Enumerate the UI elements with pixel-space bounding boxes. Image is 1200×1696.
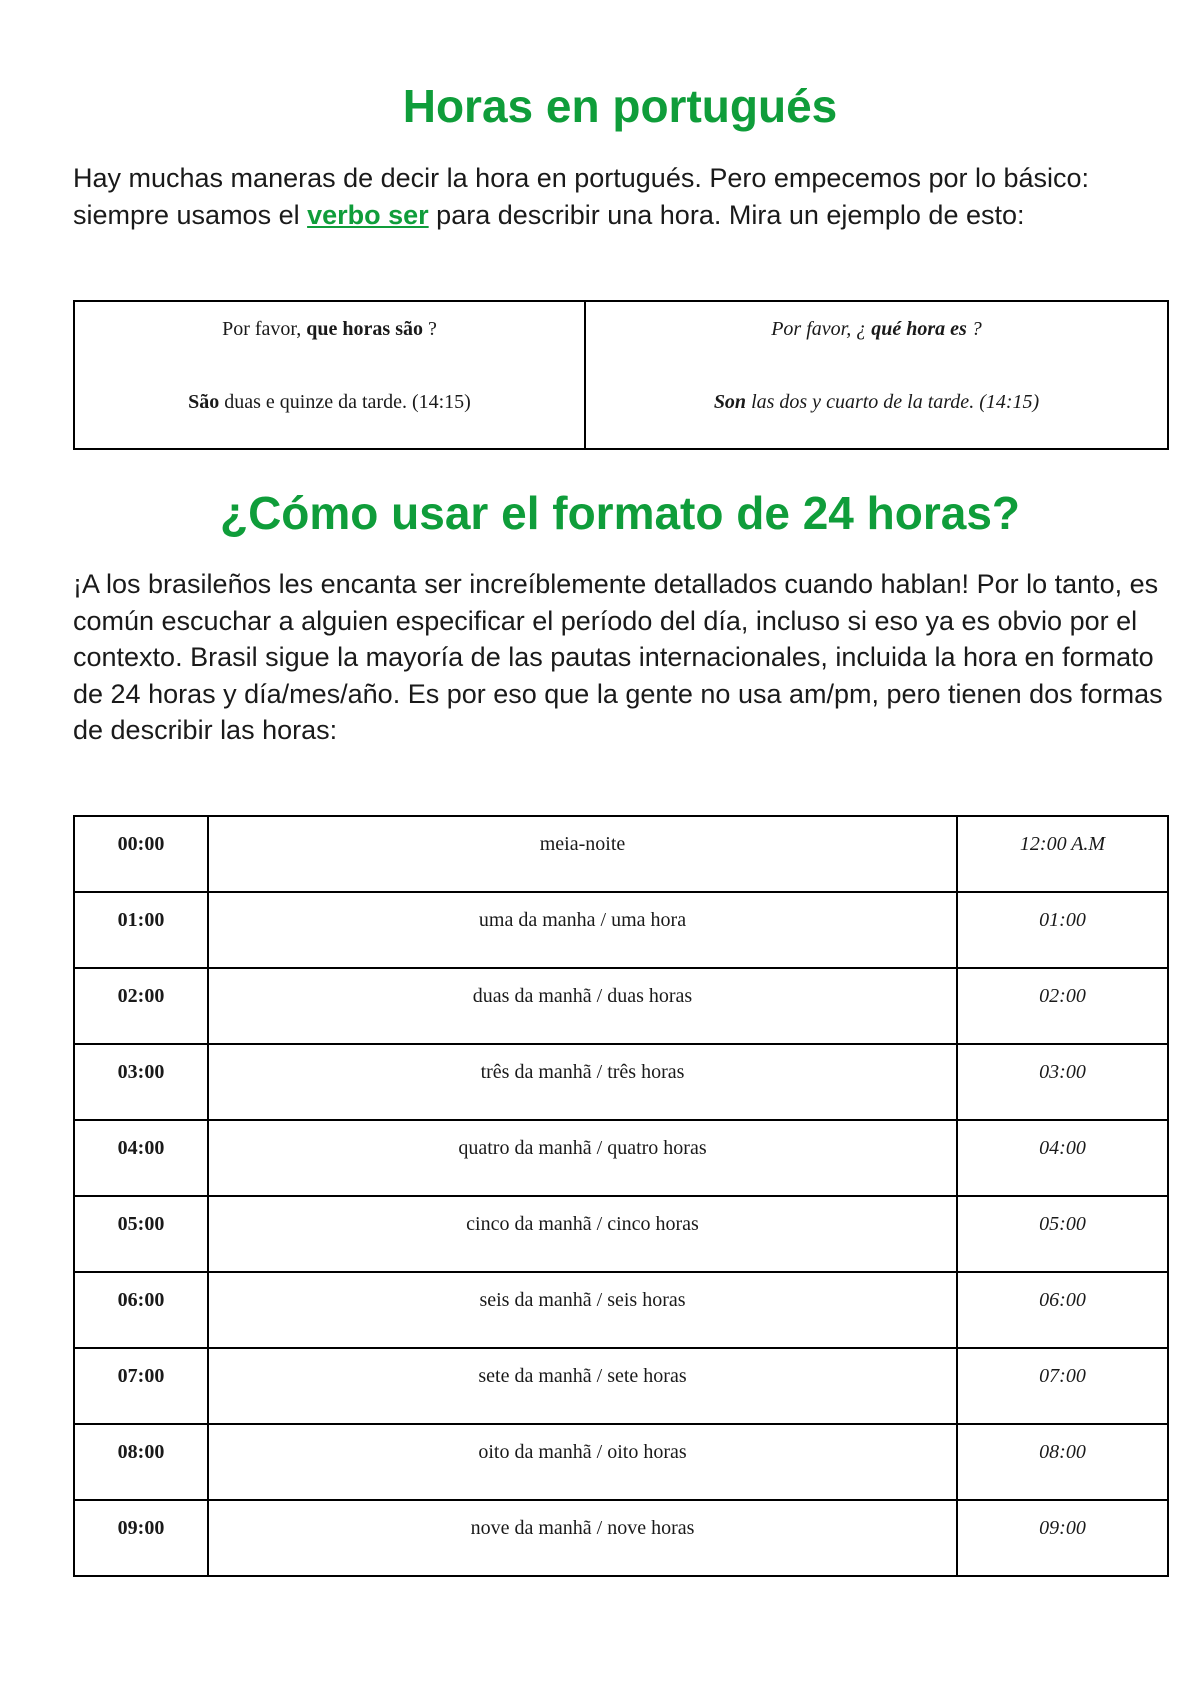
table-row (74, 892, 1168, 968)
table-row (74, 1424, 1168, 1500)
hour-portuguese-cell: cinco da manhã / cinco horas (208, 1196, 957, 1272)
question-es: Por favor, ¿ qué hora es ? (585, 301, 1168, 375)
hour-portuguese-cell: duas da manhã / duas horas (208, 968, 957, 1044)
answer-es: Son las dos y cuarto de la tarde. (14:15) (585, 375, 1168, 449)
hour-12h-cell: 03:00 (957, 1044, 1168, 1120)
hour-24h-cell: 07:00 (74, 1348, 208, 1424)
hour-24h-cell: 09:00 (74, 1500, 208, 1576)
table-row (74, 1120, 1168, 1196)
intro-paragraph (73, 160, 1167, 233)
hours-table (73, 815, 1169, 1577)
verbo-ser-link[interactable]: verbo ser (307, 199, 429, 230)
hour-portuguese-cell: três da manhã / três horas (208, 1044, 957, 1120)
hour-portuguese-cell: quatro da manhã / quatro horas (208, 1120, 957, 1196)
page-title: Horas en portugués (402, 80, 838, 132)
table-row (74, 968, 1168, 1044)
hour-12h-cell: 06:00 (957, 1272, 1168, 1348)
hour-portuguese-cell: uma da manha / uma hora (208, 892, 957, 968)
hour-12h-cell: 07:00 (957, 1348, 1168, 1424)
hour-portuguese-cell: nove da manhã / nove horas (208, 1500, 957, 1576)
hour-portuguese-cell: meia-noite (208, 816, 957, 892)
table-row (74, 1272, 1168, 1348)
example-table (73, 300, 1169, 450)
hour-portuguese-cell: oito da manhã / oito horas (208, 1424, 957, 1500)
hour-portuguese-cell: sete da manhã / sete horas (208, 1348, 957, 1424)
intro-text-start: Hay muchas maneras de decir la hora en portugués. Pero empecemos por lo básico: siempre usamos el (73, 163, 1090, 230)
section-24h-paragraph: ¡A los brasileños les encanta ser increíblemente detallados cuando hablan! Por lo tanto, es común escuchar a alguien especificar el período del día, incluso si eso ya es obvio por el contexto. Brasil sigue la mayoría de las pautas internacionales, incluida la hora en formato de 24 horas y día/mes/año. Es por eso que la gente no usa am/pm, pero tienen dos formas de describir las horas: (73, 569, 1163, 745)
hour-12h-cell: 01:00 (957, 892, 1168, 968)
hour-24h-cell: 08:00 (74, 1424, 208, 1500)
hour-24h-cell: 06:00 (74, 1272, 208, 1348)
hour-12h-cell: 02:00 (957, 968, 1168, 1044)
question-pt: Por favor, que horas são ? (74, 301, 585, 375)
section-title-24h: ¿Cómo usar el formato de 24 horas? (219, 487, 1021, 539)
intro-text-end: para describir una hora. Mira un ejemplo de esto: (428, 199, 1025, 230)
hour-12h-cell: 12:00 A.M (957, 816, 1168, 892)
hour-12h-cell: 05:00 (957, 1196, 1168, 1272)
hour-12h-cell: 09:00 (957, 1500, 1168, 1576)
table-row (74, 816, 1168, 892)
hour-24h-cell: 00:00 (74, 816, 208, 892)
table-row (74, 1500, 1168, 1576)
hour-24h-cell: 05:00 (74, 1196, 208, 1272)
hour-portuguese-cell: seis da manhã / seis horas (208, 1272, 957, 1348)
table-row (74, 1348, 1168, 1424)
hour-24h-cell: 01:00 (74, 892, 208, 968)
hour-24h-cell: 03:00 (74, 1044, 208, 1120)
example-answer-row (74, 375, 1168, 449)
table-row (74, 1044, 1168, 1120)
example-question-row (74, 301, 1168, 375)
hour-12h-cell: 04:00 (957, 1120, 1168, 1196)
hour-12h-cell: 08:00 (957, 1424, 1168, 1500)
answer-pt: São duas e quinze da tarde. (14:15) (74, 375, 585, 449)
table-row (74, 1196, 1168, 1272)
hour-24h-cell: 02:00 (74, 968, 208, 1044)
hour-24h-cell: 04:00 (74, 1120, 208, 1196)
